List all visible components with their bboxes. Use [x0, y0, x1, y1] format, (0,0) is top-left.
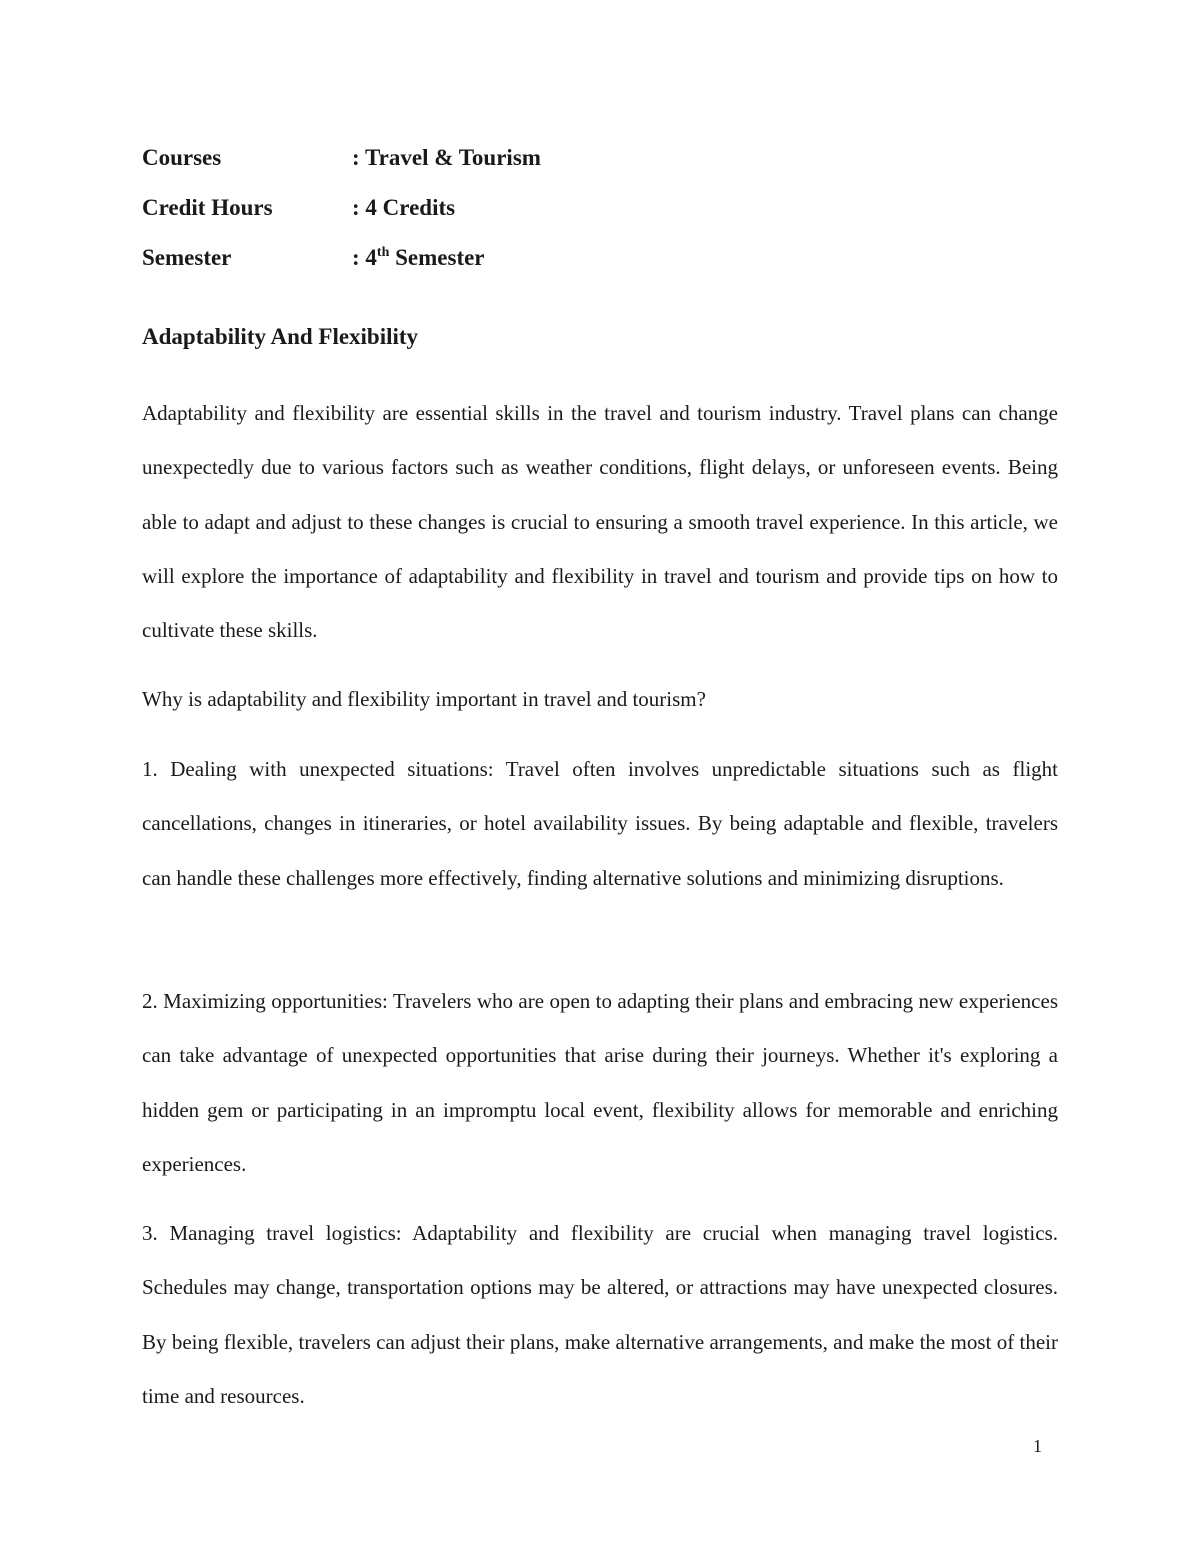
intro-paragraph: Adaptability and flexibility are essential skills in the travel and tourism industry. Travel plans can change unexpectedly due to various factors such as weather conditions, flight delays, or unforeseen events. Being able to adapt and adjust to these changes is crucial to ensuring a smooth travel experience. In this article, we will explore the importance of adaptability and flexibility in travel and tourism and provide tips on how to cultivate these skills.: [142, 401, 1058, 643]
meta-value-text: 4 Credits: [365, 195, 456, 220]
point-2-paragraph: 2. Maximizing opportunities: Travelers who are open to adapting their plans and embracing new experiences can take advantage of unexpected opportunities that arise during their journeys. Whether it's exploring a hidden gem or participating in an impromptu local event, flexibility allows for memorable and enriching experiences.: [142, 989, 1058, 1176]
page-number: 1: [1033, 1436, 1042, 1456]
meta-row-courses: [142, 143, 541, 173]
meta-value: [365, 195, 455, 220]
question-paragraph: Why is adaptability and flexibility important in travel and tourism?: [142, 687, 706, 711]
meta-label: Semester: [142, 245, 232, 270]
point-1-paragraph: 1. Dealing with unexpected situations: Travel often involves unpredictable situations such as flight cancellations, changes in itineraries, or hotel availability issues. By being adaptable and flexible, travelers can handle these challenges more effectively, finding alternative solutions and minimizing disruptions.: [142, 757, 1058, 890]
meta-value-text: Travel & Tourism: [365, 145, 541, 170]
meta-separator: :: [352, 245, 360, 270]
meta-row-semester: [142, 243, 485, 273]
meta-row-credit-hours: [142, 193, 455, 223]
meta-value: [365, 245, 484, 270]
meta-separator: :: [352, 195, 360, 220]
point-3-paragraph: 3. Managing travel logistics: Adaptability and flexibility are crucial when managing travel logistics. Schedules may change, transportation options may be altered, or attractions may have unexpected closures. By being flexible, travelers can adjust their plans, make alternative arrangements, and make the most of their time and resources.: [142, 1221, 1058, 1408]
meta-value-text: 4: [365, 245, 377, 270]
section-heading: Adaptability And Flexibility: [142, 324, 419, 349]
meta-value-superscript: th: [376, 245, 390, 260]
meta-value-suffix: Semester: [389, 245, 485, 270]
meta-value: [365, 145, 541, 170]
meta-separator: :: [352, 145, 360, 170]
meta-label: Credit Hours: [142, 195, 273, 220]
meta-label: Courses: [142, 145, 222, 170]
